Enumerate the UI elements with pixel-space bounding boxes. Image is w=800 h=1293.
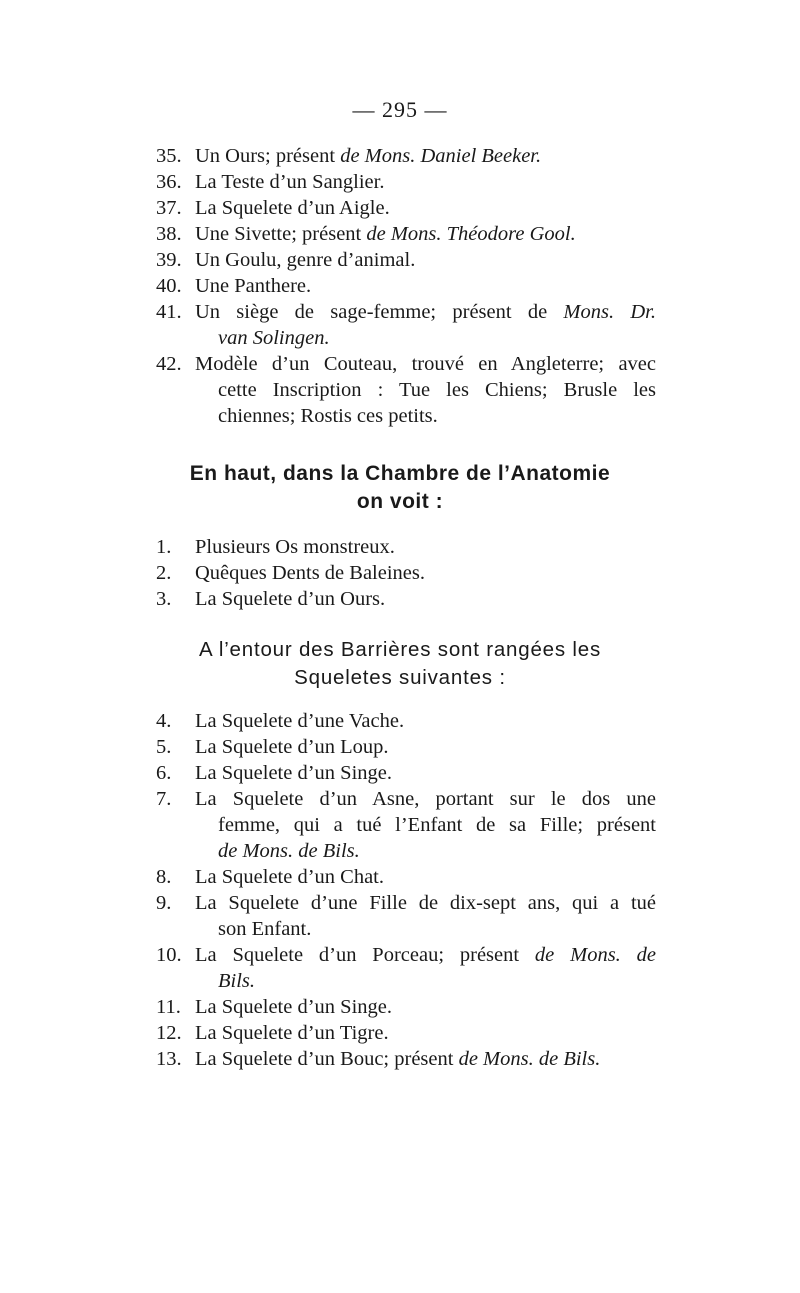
section-heading-anatomy bbox=[0, 460, 800, 516]
item-number: 7. bbox=[156, 788, 172, 810]
item-text: Quêques Dents de Baleines. bbox=[195, 562, 425, 584]
section-heading-barriers bbox=[0, 636, 800, 692]
item-text: La Squelete d’un Aigle. bbox=[195, 197, 390, 219]
item-number: 11. bbox=[156, 996, 181, 1018]
list-item bbox=[156, 273, 656, 299]
item-text: La Squelete d’un Tigre. bbox=[195, 1022, 389, 1044]
item-text: Une Panthere. bbox=[195, 275, 312, 297]
item-number: 12. bbox=[156, 1022, 182, 1044]
list-item bbox=[156, 994, 656, 1020]
item-continuation: Bils. bbox=[218, 970, 256, 992]
item-number: 9. bbox=[156, 892, 172, 914]
list-item bbox=[156, 143, 656, 169]
catalog-list-skeletons bbox=[156, 708, 656, 1072]
list-item bbox=[156, 221, 656, 247]
list-item bbox=[156, 560, 656, 586]
list-item bbox=[156, 864, 656, 890]
item-number: 39. bbox=[156, 249, 182, 271]
item-continuation: van Solingen. bbox=[218, 327, 330, 349]
list-item bbox=[156, 299, 656, 351]
item-number: 35. bbox=[156, 145, 182, 167]
item-number: 36. bbox=[156, 171, 182, 193]
item-text: Un siège de sage-femme; présent de Mons. Dr. bbox=[195, 301, 656, 323]
list-item bbox=[156, 169, 656, 195]
list-item bbox=[156, 890, 656, 942]
item-number: 13. bbox=[156, 1048, 182, 1070]
catalog-list-upper bbox=[156, 143, 656, 429]
item-number: 42. bbox=[156, 353, 182, 375]
heading-line: Squeletes suivantes : bbox=[294, 666, 506, 689]
item-number: 4. bbox=[156, 710, 172, 732]
item-text: Un Goulu, genre d’animal. bbox=[195, 249, 416, 271]
heading-line: on voit : bbox=[356, 490, 444, 513]
item-text: Une Sivette; présent de Mons. Théodore Gool. bbox=[195, 223, 576, 245]
item-text: La Squelete d’un Singe. bbox=[195, 762, 392, 784]
item-number: 1. bbox=[156, 536, 172, 558]
item-text: La Squelete d’un Singe. bbox=[195, 996, 392, 1018]
item-text: La Squelete d’un Bouc; présent de Mons. de Bils. bbox=[195, 1048, 601, 1070]
list-item bbox=[156, 195, 656, 221]
item-number: 38. bbox=[156, 223, 182, 245]
list-item bbox=[156, 534, 656, 560]
item-continuation: cette Inscription : Tue les Chiens; Brusle les bbox=[218, 379, 656, 401]
item-text: La Squelete d’une Vache. bbox=[195, 710, 405, 732]
item-number: 37. bbox=[156, 197, 182, 219]
item-text: La Teste d’un Sanglier. bbox=[195, 171, 385, 193]
item-continuation: chiennes; Rostis ces petits. bbox=[218, 405, 438, 427]
list-item bbox=[156, 760, 656, 786]
item-number: 6. bbox=[156, 762, 172, 784]
list-item bbox=[156, 734, 656, 760]
item-text: Plusieurs Os monstreux. bbox=[195, 536, 395, 558]
item-number: 3. bbox=[156, 588, 172, 610]
heading-line: A l’entour des Barrières sont rangées les bbox=[199, 638, 601, 661]
item-number: 8. bbox=[156, 866, 172, 888]
item-number: 41. bbox=[156, 301, 182, 323]
page-number: — 295 — bbox=[352, 97, 448, 122]
item-text: Modèle d’un Couteau, trouvé en Angleterre; avec bbox=[195, 353, 656, 375]
list-item bbox=[156, 351, 656, 429]
item-number: 5. bbox=[156, 736, 172, 758]
item-text: La Squelete d’un Loup. bbox=[195, 736, 389, 758]
item-number: 2. bbox=[156, 562, 172, 584]
list-item bbox=[156, 586, 656, 612]
catalog-list-anatomy bbox=[156, 534, 656, 612]
item-text: La Squelete d’un Chat. bbox=[195, 866, 385, 888]
item-text: La Squelete d’un Ours. bbox=[195, 588, 386, 610]
item-continuation: femme, qui a tué l’Enfant de sa Fille; présent bbox=[218, 814, 656, 836]
list-item bbox=[156, 942, 656, 994]
item-text: Un Ours; présent de Mons. Daniel Beeker. bbox=[195, 145, 542, 167]
item-number: 40. bbox=[156, 275, 182, 297]
item-number: 10. bbox=[156, 944, 182, 966]
list-item bbox=[156, 1046, 656, 1072]
item-text: La Squelete d’un Asne, portant sur le dos une bbox=[195, 788, 656, 810]
item-continuation: de Mons. de Bils. bbox=[218, 840, 360, 862]
list-item bbox=[156, 247, 656, 273]
list-item bbox=[156, 1020, 656, 1046]
heading-line: En haut, dans la Chambre de l’Anatomie bbox=[189, 462, 611, 485]
list-item bbox=[156, 786, 656, 864]
item-text: La Squelete d’une Fille de dix-sept ans, qui a tué bbox=[195, 892, 656, 914]
list-item bbox=[156, 708, 656, 734]
item-continuation: son Enfant. bbox=[218, 918, 312, 940]
item-text: La Squelete d’un Porceau; présent de Mons. de bbox=[195, 944, 656, 966]
